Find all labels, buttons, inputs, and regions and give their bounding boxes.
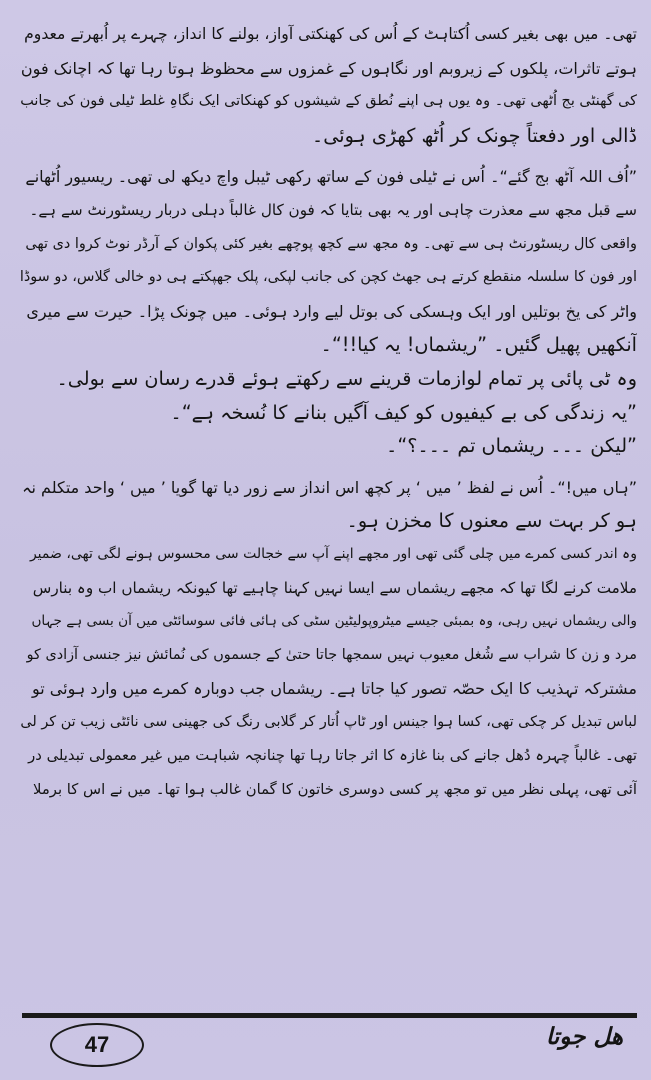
footer-rule — [22, 1013, 637, 1018]
text-line: تھی۔ غالباً چہرہ دُھل جانے کی بنا غازہ کا اثر جاتا رہا تھا چنانچہ شباہت میں غیر معمولی تبدیلی در — [28, 747, 637, 765]
text-line: ہوتے تاثرات، پلکوں کے زیروبم اور نگاہوں کے غمزوں سے محظوظ ہوتا رہا تھا کہ اچانک فون — [20, 58, 637, 78]
text-line: ”ہاں میں!“۔ اُس نے لفظ ’ میں ‘ پر کچھ اس انداز سے زور دیا تھا گویا ’ میں ‘ واحد متکلم نہ — [22, 477, 637, 497]
body-text — [20, 18, 637, 807]
text-line: ”اُف اللہ آٹھ بج گئے“۔ اُس نے ٹیلی فون کے ساتھ رکھی ٹیبل واچ دیکھ لی تھی۔ ریسیور اُٹھانے — [25, 167, 637, 187]
text-line: واٹر کی یخ بوتلیں اور ایک وہسکی کی بوتل لیے وارد ہوئی۔ میں چونک پڑا۔ حیرت سے میری — [26, 301, 637, 321]
text-line: کی گھنٹی بج اُٹھی تھی۔ وہ یوں ہی اپنے نُطق کے شیشوں کو کھنکاتی ایک نگاہِ غلط ٹیلی فون کی جانب — [20, 93, 637, 110]
text-line: اور فون کا سلسلہ منقطع کرتے ہی جھٹ کچن کی جانب لپکی، پلک جھپکتے ہی دو خالی گلاس، دو سوڈا — [20, 269, 637, 286]
text-line: وہ ٹی پائی پر تمام لوازمات قرینے سے رکھتے ہوئے قدرے رسان سے بولی۔ — [56, 366, 637, 390]
text-line: ڈالی اور دفعتاً چونک کر اُٹھ کھڑی ہوئی۔ — [312, 123, 637, 147]
text-line: ملامت کرنے لگا تھا کہ مجھے ریشماں سے ایسا نہیں کہنا چاہیے تھا کیونکہ ریشماں اب وہ بنارس — [32, 578, 637, 597]
text-line: وہ اندر کسی کمرے میں چلی گئی تھی اور مجھے اپنے آپ سے خجالت سی محسوس ہونے لگی تھی، ضمیر — [29, 545, 637, 562]
text-line: ”یہ زندگی کی بے کیفیوں کو کیف آگیں بنانے کا نُسخہ ہے“۔ — [170, 400, 637, 424]
running-title: ھل جوتا — [545, 1024, 623, 1050]
text-line: سے قبل مجھ سے معذرت چاہی اور یہ بھی بتایا کہ فون کال غالباً دہلی دربار ریسٹورنٹ سے ہے۔ — [29, 200, 637, 219]
paragraph-gap — [20, 152, 637, 160]
page-number: 47 — [50, 1023, 144, 1067]
text-line: آنکھیں پھیل گئیں۔ ”ریشماں! یہ کیا!!“۔ — [320, 333, 637, 357]
text-line: ہو کر بہت سے معنوں کا مخزن ہو۔ — [346, 509, 637, 533]
paragraph-gap — [20, 463, 637, 471]
text-line: لباس تبدیل کر چکی تھی، کسا ہوا جینس اور ٹاپ اُتار کر گلابی رنگ کی جھینی سی نائٹی زیب تن کر لی — [20, 713, 637, 730]
text-line: واقعی کال ریسٹورنٹ ہی سے تھی۔ وہ مجھ سے کچھ پوچھے بغیر کئی پکوان کے آرڈر نوٹ کروا دی تھی — [25, 235, 637, 252]
text-line: مشترکہ تہذیب کا ایک حصّہ تصور کیا جاتا ہے۔ ریشماں جب دوبارہ کمرے میں وارد ہوئی تو — [32, 679, 637, 699]
text-line: والی ریشماں نہیں رہی، وہ بمبئی جیسے میٹروپولیٹین سٹی کی ہائی فائی سوسائٹی میں آن بسی ہے جہاں — [31, 613, 637, 630]
text-line: آئی تھی، پہلی نظر میں تو مجھ پر کسی دوسری خاتون کا گمان غالب ہوا تھا۔ میں نے اس کا برملا — [33, 781, 637, 799]
text-line: تھی۔ میں بھی بغیر کسی اُکتاہٹ کے اُس کی کھنکتی آواز، بولنے کا انداز، چہرے پر اُبھرتے معدوم — [24, 25, 637, 43]
text-line: ”لیکن ۔۔۔ ریشماں تم ۔۔۔؟“۔ — [386, 434, 637, 458]
text-line: مرد و زن کا شراب سے شُغل معیوب نہیں سمجھا جاتا حتیٰ کے جسموں کی نُمائش نیز جنسی آزادی کو — [26, 646, 637, 663]
